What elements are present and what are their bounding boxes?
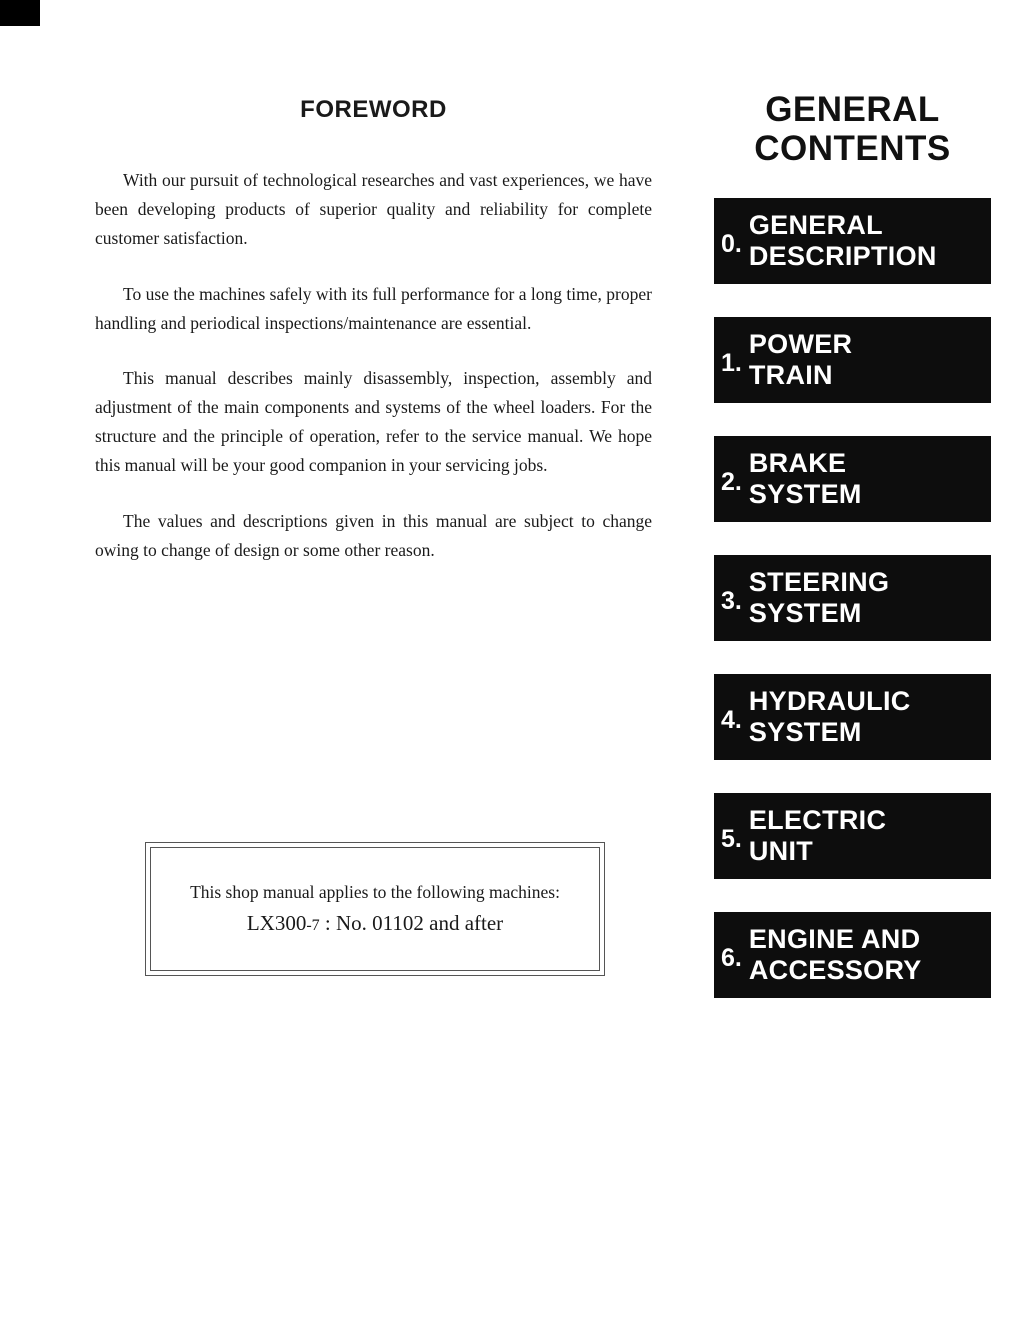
chapter-label-line2: TRAIN [748, 360, 833, 391]
chapter-label [749, 567, 889, 631]
chapter-label-line1: HYDRAULIC [748, 685, 911, 716]
chapter-label-line2: DESCRIPTION [748, 241, 937, 272]
machine-applicability-text: This shop manual applies to the following machines: [190, 882, 560, 902]
chapter-label-line1: STEERING [748, 566, 890, 597]
chapter-item-electric-unit [714, 793, 991, 879]
general-contents-title-line1: GENERAL [765, 90, 940, 129]
chapter-label-line1: GENERAL [748, 209, 883, 240]
machine-model-prefix: LX300 [246, 911, 307, 935]
chapter-label-line2: ACCESSORY [748, 955, 922, 986]
chapter-label [749, 924, 922, 988]
chapter-label [749, 210, 937, 274]
foreword-section [95, 96, 652, 592]
chapter-number: 4. [721, 705, 742, 734]
chapter-number: 0. [721, 229, 742, 258]
chapter-item-power-train [714, 317, 991, 403]
chapter-item-hydraulic-system [714, 674, 991, 760]
chapter-number: 6. [721, 943, 742, 972]
chapter-number: 3. [721, 586, 742, 615]
chapter-label-line1: POWER [748, 328, 853, 359]
chapter-label-line2: SYSTEM [748, 717, 862, 748]
chapter-label-line1: ENGINE AND [748, 923, 921, 954]
machine-model-rest: : No. 01102 and after [319, 911, 504, 935]
general-contents-title-line2: CONTENTS [754, 129, 951, 169]
page-corner-mark [0, 0, 40, 26]
foreword-paragraph: To use the machines safely with its full performance for a long time, proper handling and periodical inspections/maintenance are essential. [95, 283, 652, 333]
foreword-paragraph: With our pursuit of technological researches and vast experiences, we have been developing products of superior quality and reliability for complete customer satisfaction. [95, 170, 652, 248]
foreword-paragraph: The values and descriptions given in this manual are subject to change owing to change of design or some other reason. [95, 510, 652, 560]
foreword-paragraph: This manual describes mainly disassembly, inspection, assembly and adjustment of the main components and systems of the wheel loaders. For the structure and the principle of operation, refer to the service manual. We hope this manual will be your good companion in your servicing jobs. [95, 368, 652, 475]
chapter-item-engine-and-accessory [714, 912, 991, 998]
chapter-label [749, 686, 911, 750]
machine-model-line [247, 911, 503, 936]
chapter-label [749, 448, 862, 512]
chapter-label [749, 805, 886, 869]
chapter-number: 5. [721, 824, 742, 853]
chapter-item-brake-system [714, 436, 991, 522]
machine-applicability-box-inner [150, 847, 600, 971]
chapter-label-line1: BRAKE [748, 447, 847, 478]
chapter-label-line1: ELECTRIC [748, 804, 887, 835]
machine-applicability-box [145, 842, 605, 976]
chapter-item-steering-system [714, 555, 991, 641]
chapter-label-line2: UNIT [748, 836, 814, 867]
chapter-label-line2: SYSTEM [748, 479, 862, 510]
chapter-label-line2: SYSTEM [748, 598, 862, 629]
chapter-list [714, 198, 991, 998]
machine-model-suffix: -7 [306, 917, 320, 934]
chapter-label [749, 329, 853, 393]
chapter-number: 2. [721, 467, 742, 496]
foreword-title: FOREWORD [300, 96, 447, 123]
general-contents-title [714, 90, 991, 168]
chapter-item-general-description [714, 198, 991, 284]
chapter-number: 1. [721, 348, 742, 377]
general-contents-section [714, 90, 991, 998]
